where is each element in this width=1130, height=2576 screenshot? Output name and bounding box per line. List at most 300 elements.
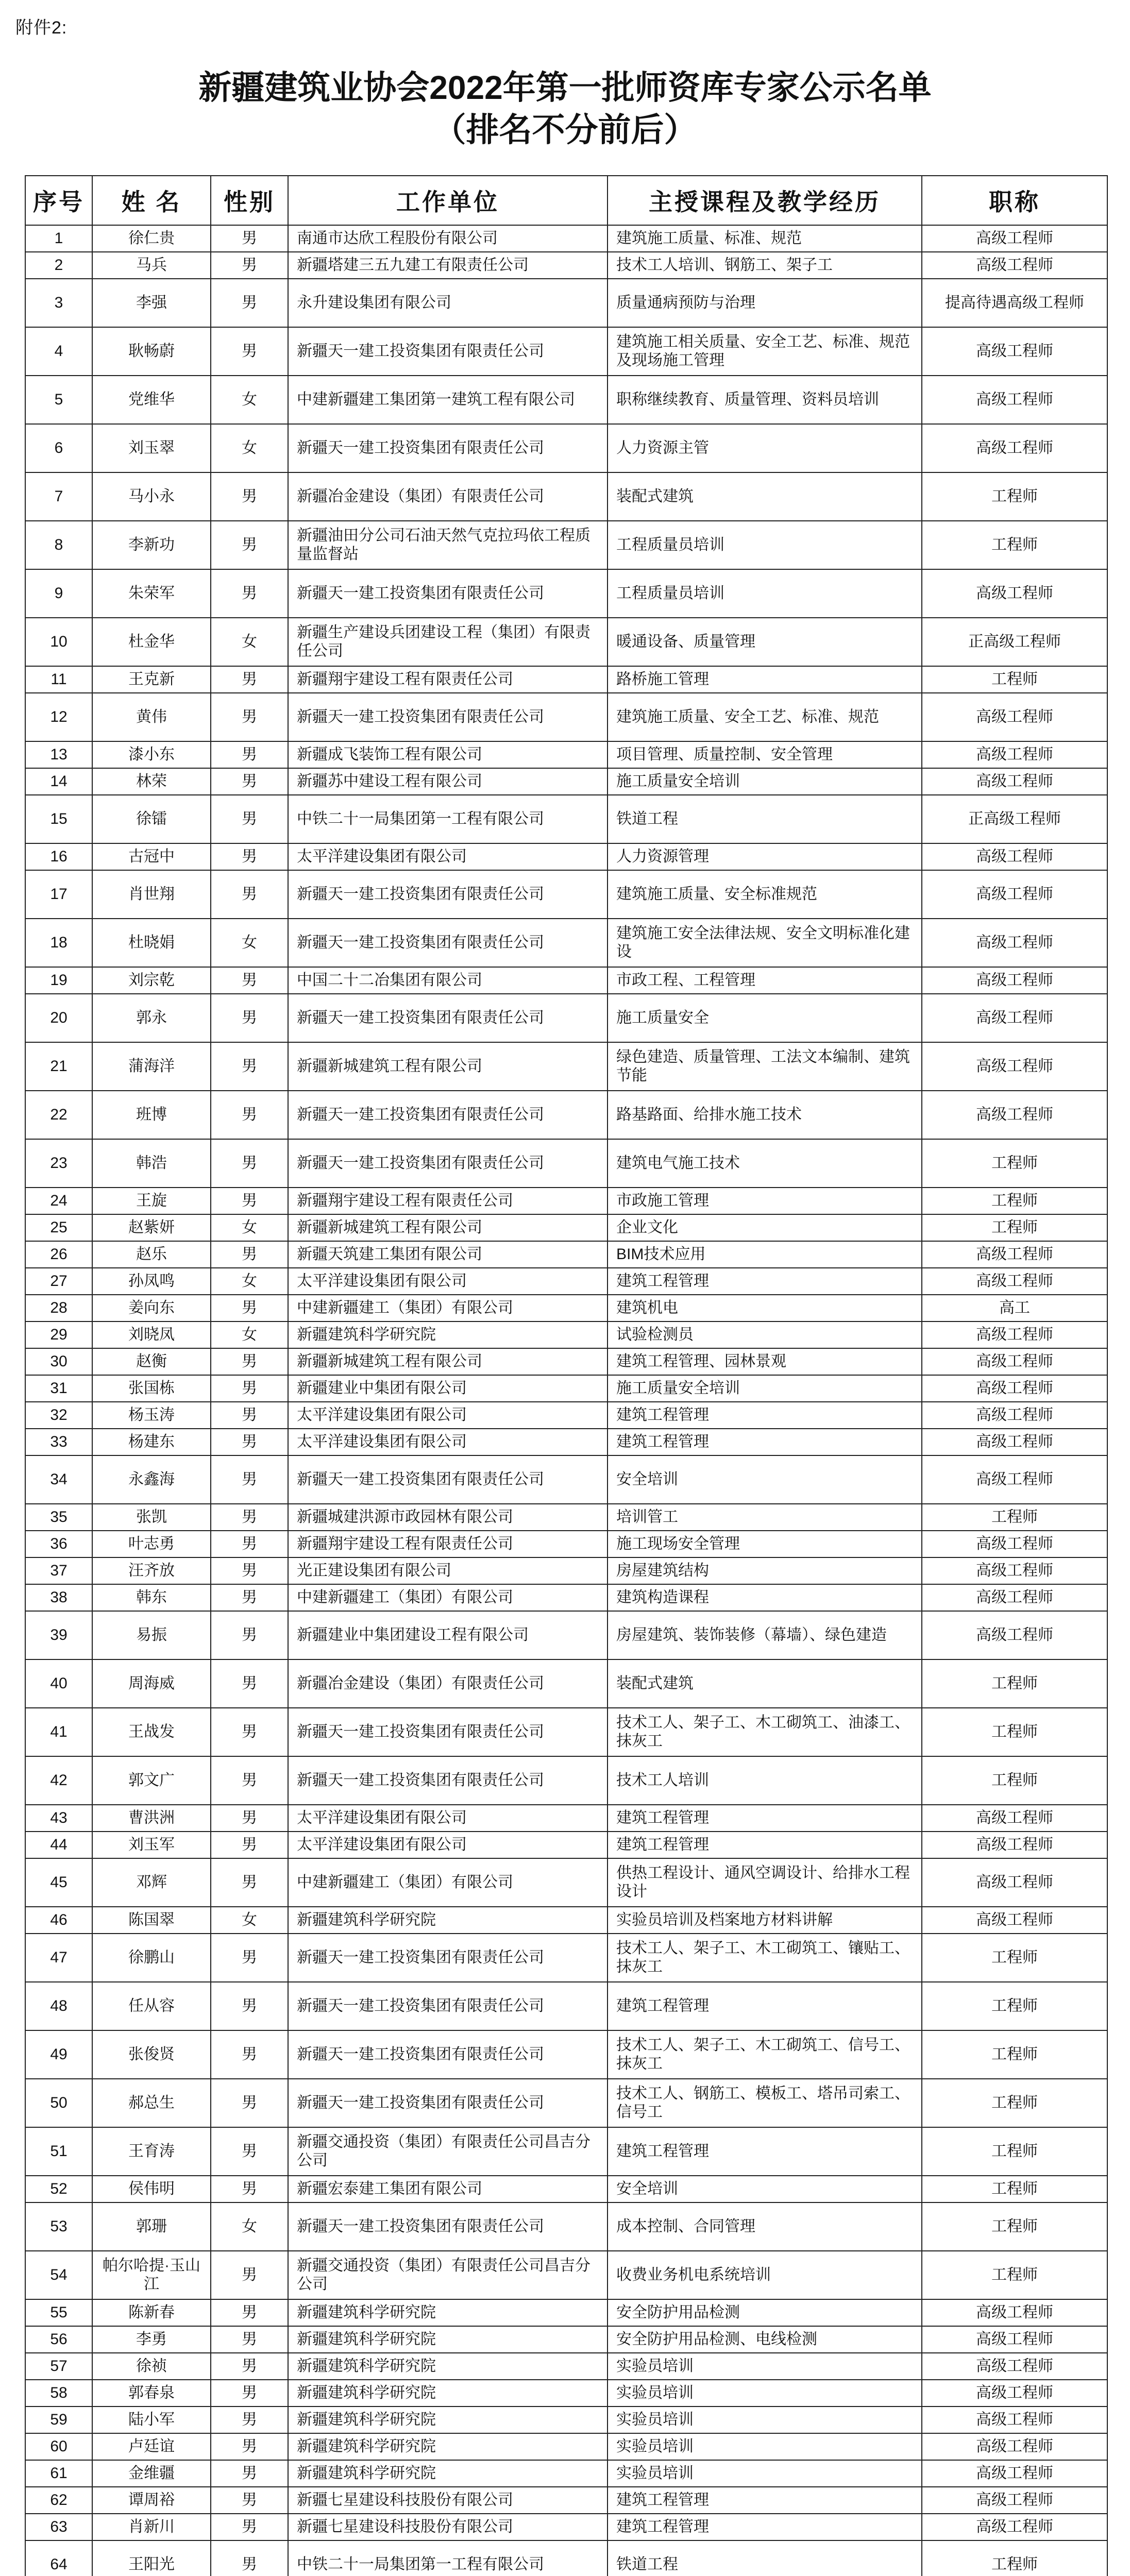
cell-seq: 9: [25, 569, 92, 618]
cell-gender: 男: [211, 2127, 288, 2176]
cell-title: 高级工程师: [922, 252, 1107, 279]
cell-work-unit: 中国二十二冶集团有限公司: [288, 967, 608, 994]
cell-seq: 32: [25, 1402, 92, 1429]
cell-name: 黄伟: [92, 693, 211, 741]
cell-courses: 路基路面、给排水施工技术: [608, 1091, 922, 1139]
cell-work-unit: 新疆建筑科学研究院: [288, 2460, 608, 2487]
cell-work-unit: 新疆塔建三五九建工有限责任公司: [288, 252, 608, 279]
cell-title: 高级工程师: [922, 2299, 1107, 2326]
table-row: [25, 521, 1107, 569]
cell-gender: 男: [211, 1805, 288, 1832]
cell-name: 杜晓娟: [92, 919, 211, 967]
table-row: [25, 2406, 1107, 2433]
table-row: [25, 1934, 1107, 1982]
cell-gender: 男: [211, 1584, 288, 1611]
cell-courses: 工程质量员培训: [608, 569, 922, 618]
cell-seq: 62: [25, 2487, 92, 2514]
cell-gender: 男: [211, 1091, 288, 1139]
table-row: [25, 618, 1107, 666]
cell-courses: 技术工人培训、钢筋工、架子工: [608, 252, 922, 279]
cell-gender: 男: [211, 521, 288, 569]
cell-courses: 培训管工: [608, 1504, 922, 1531]
cell-work-unit: 新疆新城建筑工程有限公司: [288, 1348, 608, 1375]
cell-courses: 施工质量安全培训: [608, 768, 922, 795]
cell-work-unit: 新疆冶金建设（集团）有限责任公司: [288, 1659, 608, 1708]
cell-courses: 技术工人培训: [608, 1756, 922, 1805]
cell-courses: 实验员培训: [608, 2460, 922, 2487]
cell-name: 古冠中: [92, 843, 211, 870]
cell-name: 陈新春: [92, 2299, 211, 2326]
cell-title: 工程师: [922, 1708, 1107, 1756]
cell-name: 曹洪洲: [92, 1805, 211, 1832]
cell-seq: 58: [25, 2380, 92, 2406]
cell-seq: 64: [25, 2540, 92, 2576]
cell-name: 耿畅蔚: [92, 327, 211, 376]
cell-gender: 女: [211, 424, 288, 472]
cell-work-unit: 新疆宏泰建工集团有限公司: [288, 2176, 608, 2202]
table-body: [25, 225, 1107, 2576]
cell-courses: 安全防护用品检测、电线检测: [608, 2326, 922, 2353]
cell-name: 张国栋: [92, 1375, 211, 1402]
cell-gender: 男: [211, 967, 288, 994]
cell-name: 永鑫海: [92, 1455, 211, 1504]
table-row: [25, 1091, 1107, 1139]
table-row: [25, 1042, 1107, 1091]
cell-work-unit: 新疆天一建工投资集团有限责任公司: [288, 424, 608, 472]
cell-title: 高级工程师: [922, 569, 1107, 618]
cell-seq: 44: [25, 1832, 92, 1858]
cell-gender: 男: [211, 1832, 288, 1858]
cell-work-unit: 新疆天一建工投资集团有限责任公司: [288, 327, 608, 376]
cell-name: 漆小东: [92, 741, 211, 768]
cell-work-unit: 新疆翔宇建设工程有限责任公司: [288, 1188, 608, 1214]
cell-title: 工程师: [922, 1659, 1107, 1708]
cell-courses: 试验检测员: [608, 1321, 922, 1348]
cell-name: 张凯: [92, 1504, 211, 1531]
cell-title: 高级工程师: [922, 768, 1107, 795]
table-row: [25, 1348, 1107, 1375]
cell-gender: 男: [211, 472, 288, 521]
cell-seq: 13: [25, 741, 92, 768]
cell-gender: 男: [211, 666, 288, 693]
cell-seq: 43: [25, 1805, 92, 1832]
cell-name: 王战发: [92, 1708, 211, 1756]
table-row: [25, 693, 1107, 741]
cell-gender: 女: [211, 1907, 288, 1934]
table-row: [25, 2030, 1107, 2079]
cell-seq: 50: [25, 2079, 92, 2127]
cell-work-unit: 新疆翔宇建设工程有限责任公司: [288, 1531, 608, 1557]
table-row: [25, 1982, 1107, 2030]
cell-name: 马小永: [92, 472, 211, 521]
cell-courses: 房屋建筑结构: [608, 1557, 922, 1584]
cell-gender: 男: [211, 327, 288, 376]
cell-courses: 市政工程、工程管理: [608, 967, 922, 994]
cell-seq: 19: [25, 967, 92, 994]
cell-title: 工程师: [922, 1188, 1107, 1214]
table-row: [25, 1321, 1107, 1348]
table-row: [25, 424, 1107, 472]
cell-work-unit: 新疆天一建工投资集团有限责任公司: [288, 569, 608, 618]
cell-title: 提高待遇高级工程师: [922, 279, 1107, 327]
cell-title: 工程师: [922, 2540, 1107, 2576]
table-row: [25, 1375, 1107, 1402]
cell-title: 工程师: [922, 1934, 1107, 1982]
cell-seq: 54: [25, 2251, 92, 2299]
table-row: [25, 2540, 1107, 2576]
cell-title: 高级工程师: [922, 994, 1107, 1042]
cell-seq: 60: [25, 2433, 92, 2460]
cell-title: 高级工程师: [922, 327, 1107, 376]
table-row: [25, 919, 1107, 967]
table-row: [25, 1907, 1107, 1934]
cell-gender: 男: [211, 1659, 288, 1708]
table-row: [25, 666, 1107, 693]
cell-name: 王旋: [92, 1188, 211, 1214]
cell-work-unit: 新疆天一建工投资集团有限责任公司: [288, 693, 608, 741]
cell-title: 工程师: [922, 1756, 1107, 1805]
cell-seq: 38: [25, 1584, 92, 1611]
cell-name: 杨建东: [92, 1429, 211, 1455]
cell-name: 郝总生: [92, 2079, 211, 2127]
cell-work-unit: 新疆城建洪源市政园林有限公司: [288, 1504, 608, 1531]
cell-name: 易振: [92, 1611, 211, 1659]
table-row: [25, 1832, 1107, 1858]
table-row: [25, 279, 1107, 327]
cell-seq: 22: [25, 1091, 92, 1139]
cell-gender: 男: [211, 1188, 288, 1214]
table-row: [25, 843, 1107, 870]
cell-work-unit: 新疆天一建工投资集团有限责任公司: [288, 2079, 608, 2127]
cell-name: 杨玉涛: [92, 1402, 211, 1429]
cell-courses: 建筑工程管理: [608, 1268, 922, 1295]
cell-gender: 男: [211, 225, 288, 252]
cell-gender: 男: [211, 741, 288, 768]
cell-seq: 29: [25, 1321, 92, 1348]
table-row: [25, 2299, 1107, 2326]
cell-title: 高级工程师: [922, 1611, 1107, 1659]
cell-courses: 建筑工程管理: [608, 1805, 922, 1832]
cell-gender: 男: [211, 768, 288, 795]
cell-name: 韩浩: [92, 1139, 211, 1188]
cell-seq: 53: [25, 2202, 92, 2251]
table-row: [25, 1756, 1107, 1805]
expert-list-table: [25, 175, 1108, 2576]
cell-gender: 男: [211, 795, 288, 843]
cell-gender: 女: [211, 1214, 288, 1241]
cell-courses: 实验员培训及档案地方材料讲解: [608, 1907, 922, 1934]
cell-courses: 人力资源管理: [608, 843, 922, 870]
cell-gender: 女: [211, 1268, 288, 1295]
cell-title: 高级工程师: [922, 843, 1107, 870]
cell-seq: 35: [25, 1504, 92, 1531]
table-row: [25, 741, 1107, 768]
cell-name: 徐仁贵: [92, 225, 211, 252]
cell-gender: 男: [211, 279, 288, 327]
cell-name: 郭春泉: [92, 2380, 211, 2406]
cell-name: 马兵: [92, 252, 211, 279]
cell-seq: 24: [25, 1188, 92, 1214]
cell-work-unit: 新疆建筑科学研究院: [288, 2380, 608, 2406]
cell-work-unit: 太平洋建设集团有限公司: [288, 1805, 608, 1832]
cell-seq: 25: [25, 1214, 92, 1241]
cell-work-unit: 新疆建筑科学研究院: [288, 1907, 608, 1934]
cell-gender: 男: [211, 1139, 288, 1188]
cell-work-unit: 新疆建筑科学研究院: [288, 2326, 608, 2353]
cell-seq: 14: [25, 768, 92, 795]
cell-work-unit: 新疆交通投资（集团）有限责任公司昌吉分公司: [288, 2251, 608, 2299]
cell-courses: BIM技术应用: [608, 1241, 922, 1268]
cell-gender: 男: [211, 693, 288, 741]
cell-courses: 铁道工程: [608, 2540, 922, 2576]
cell-title: 工程师: [922, 2127, 1107, 2176]
table-row: [25, 1402, 1107, 1429]
cell-courses: 市政施工管理: [608, 1188, 922, 1214]
cell-gender: 男: [211, 1504, 288, 1531]
cell-title: 工程师: [922, 666, 1107, 693]
cell-name: 韩东: [92, 1584, 211, 1611]
cell-name: 朱荣军: [92, 569, 211, 618]
cell-name: 林荣: [92, 768, 211, 795]
cell-title: 高级工程师: [922, 1042, 1107, 1091]
cell-seq: 6: [25, 424, 92, 472]
cell-gender: 男: [211, 1429, 288, 1455]
cell-name: 班博: [92, 1091, 211, 1139]
cell-gender: 男: [211, 1531, 288, 1557]
cell-courses: 安全培训: [608, 1455, 922, 1504]
cell-name: 郭永: [92, 994, 211, 1042]
table-row: [25, 2326, 1107, 2353]
cell-seq: 30: [25, 1348, 92, 1375]
cell-title: 高级工程师: [922, 1402, 1107, 1429]
table-row: [25, 1611, 1107, 1659]
cell-work-unit: 新疆天一建工投资集团有限责任公司: [288, 1139, 608, 1188]
cell-courses: 技术工人、架子工、木工砌筑工、镶贴工、抹灰工: [608, 1934, 922, 1982]
cell-work-unit: 新疆天一建工投资集团有限责任公司: [288, 1982, 608, 2030]
cell-gender: 男: [211, 1858, 288, 1907]
cell-seq: 41: [25, 1708, 92, 1756]
cell-seq: 4: [25, 327, 92, 376]
table-row: [25, 795, 1107, 843]
cell-courses: 建筑工程管理: [608, 1429, 922, 1455]
header-title: 职称: [922, 176, 1107, 225]
cell-title: 高级工程师: [922, 1832, 1107, 1858]
cell-title: 高级工程师: [922, 2406, 1107, 2433]
table-row: [25, 2353, 1107, 2380]
cell-gender: 男: [211, 1241, 288, 1268]
table-row: [25, 1188, 1107, 1214]
cell-work-unit: 新疆苏中建设工程有限公司: [288, 768, 608, 795]
cell-gender: 男: [211, 2380, 288, 2406]
table-row: [25, 1531, 1107, 1557]
cell-courses: 建筑施工安全法律法规、安全文明标准化建设: [608, 919, 922, 967]
cell-gender: 男: [211, 2353, 288, 2380]
cell-work-unit: 新疆天一建工投资集团有限责任公司: [288, 919, 608, 967]
cell-gender: 男: [211, 1375, 288, 1402]
cell-seq: 40: [25, 1659, 92, 1708]
cell-seq: 57: [25, 2353, 92, 2380]
cell-title: 高级工程师: [922, 967, 1107, 994]
cell-seq: 28: [25, 1295, 92, 1321]
cell-work-unit: 新疆冶金建设（集团）有限责任公司: [288, 472, 608, 521]
cell-seq: 48: [25, 1982, 92, 2030]
cell-name: 卢廷谊: [92, 2433, 211, 2460]
cell-title: 正高级工程师: [922, 618, 1107, 666]
cell-courses: 装配式建筑: [608, 1659, 922, 1708]
cell-gender: 男: [211, 843, 288, 870]
cell-courses: 建筑施工质量、安全工艺、标准、规范: [608, 693, 922, 741]
table-row: [25, 252, 1107, 279]
cell-name: 徐镭: [92, 795, 211, 843]
cell-gender: 男: [211, 1348, 288, 1375]
cell-courses: 建筑构造课程: [608, 1584, 922, 1611]
cell-courses: 企业文化: [608, 1214, 922, 1241]
cell-seq: 1: [25, 225, 92, 252]
cell-courses: 供热工程设计、通风空调设计、给排水工程设计: [608, 1858, 922, 1907]
table-row: [25, 1708, 1107, 1756]
cell-title: 高级工程师: [922, 1348, 1107, 1375]
cell-seq: 45: [25, 1858, 92, 1907]
cell-courses: 实验员培训: [608, 2353, 922, 2380]
cell-title: 高级工程师: [922, 2514, 1107, 2540]
cell-name: 李勇: [92, 2326, 211, 2353]
cell-courses: 暖通设备、质量管理: [608, 618, 922, 666]
cell-title: 工程师: [922, 1504, 1107, 1531]
table-row: [25, 225, 1107, 252]
header-gender: 性别: [211, 176, 288, 225]
cell-title: 高级工程师: [922, 2326, 1107, 2353]
cell-name: 刘晓凤: [92, 1321, 211, 1348]
cell-courses: 建筑电气施工技术: [608, 1139, 922, 1188]
cell-gender: 男: [211, 569, 288, 618]
cell-courses: 安全培训: [608, 2176, 922, 2202]
cell-seq: 36: [25, 1531, 92, 1557]
cell-courses: 房屋建筑、装饰装修（幕墙）、绿色建造: [608, 1611, 922, 1659]
cell-gender: 男: [211, 1756, 288, 1805]
cell-courses: 技术工人、钢筋工、模板工、塔吊司索工、信号工: [608, 2079, 922, 2127]
cell-seq: 7: [25, 472, 92, 521]
cell-work-unit: 新疆新城建筑工程有限公司: [288, 1042, 608, 1091]
cell-title: 高级工程师: [922, 870, 1107, 919]
cell-courses: 建筑机电: [608, 1295, 922, 1321]
cell-name: 王克新: [92, 666, 211, 693]
table-row: [25, 1504, 1107, 1531]
cell-title: 高级工程师: [922, 424, 1107, 472]
cell-seq: 42: [25, 1756, 92, 1805]
cell-courses: 绿色建造、质量管理、工法文本编制、建筑节能: [608, 1042, 922, 1091]
cell-name: 王阳光: [92, 2540, 211, 2576]
table-row: [25, 1584, 1107, 1611]
cell-work-unit: 新疆天一建工投资集团有限责任公司: [288, 870, 608, 919]
cell-seq: 18: [25, 919, 92, 967]
cell-courses: 建筑施工质量、安全标准规范: [608, 870, 922, 919]
cell-name: 王育涛: [92, 2127, 211, 2176]
cell-gender: 男: [211, 2406, 288, 2433]
cell-gender: 男: [211, 2514, 288, 2540]
table-row: [25, 2251, 1107, 2299]
cell-work-unit: 太平洋建设集团有限公司: [288, 1402, 608, 1429]
cell-courses: 技术工人、架子工、木工砌筑工、油漆工、抹灰工: [608, 1708, 922, 1756]
table-row: [25, 2487, 1107, 2514]
table-row: [25, 870, 1107, 919]
cell-gender: 女: [211, 1321, 288, 1348]
cell-work-unit: 新疆天一建工投资集团有限责任公司: [288, 2202, 608, 2251]
cell-courses: 建筑施工质量、标准、规范: [608, 225, 922, 252]
cell-title: 工程师: [922, 1982, 1107, 2030]
cell-gender: 男: [211, 2433, 288, 2460]
cell-title: 高级工程师: [922, 1091, 1107, 1139]
cell-name: 赵乐: [92, 1241, 211, 1268]
cell-title: 高级工程师: [922, 1321, 1107, 1348]
cell-courses: 建筑工程管理: [608, 1832, 922, 1858]
cell-title: 高级工程师: [922, 2487, 1107, 2514]
cell-title: 高级工程师: [922, 2460, 1107, 2487]
cell-work-unit: 永升建设集团有限公司: [288, 279, 608, 327]
document-subtitle: （排名不分前后）: [433, 111, 697, 148]
table-row: [25, 1429, 1107, 1455]
cell-work-unit: 新疆交通投资（集团）有限责任公司昌吉分公司: [288, 2127, 608, 2176]
cell-name: 刘玉翠: [92, 424, 211, 472]
cell-title: 高级工程师: [922, 1557, 1107, 1584]
cell-name: 肖新川: [92, 2514, 211, 2540]
table-row: [25, 2127, 1107, 2176]
cell-name: 徐祯: [92, 2353, 211, 2380]
cell-courses: 项目管理、质量控制、安全管理: [608, 741, 922, 768]
cell-work-unit: 中铁二十一局集团第一工程有限公司: [288, 2540, 608, 2576]
cell-work-unit: 新疆新城建筑工程有限公司: [288, 1214, 608, 1241]
cell-courses: 铁道工程: [608, 795, 922, 843]
table-row: [25, 1268, 1107, 1295]
cell-work-unit: 中铁二十一局集团第一工程有限公司: [288, 795, 608, 843]
cell-name: 孙凤鸣: [92, 1268, 211, 1295]
cell-name: 党维华: [92, 376, 211, 424]
cell-seq: 55: [25, 2299, 92, 2326]
cell-courses: 实验员培训: [608, 2406, 922, 2433]
cell-work-unit: 中建新疆建工（集团）有限公司: [288, 1858, 608, 1907]
cell-gender: 男: [211, 1611, 288, 1659]
cell-seq: 21: [25, 1042, 92, 1091]
table-row: [25, 1295, 1107, 1321]
table-row: [25, 1557, 1107, 1584]
cell-seq: 33: [25, 1429, 92, 1455]
cell-gender: 男: [211, 1295, 288, 1321]
cell-name: 李新功: [92, 521, 211, 569]
table-row: [25, 2079, 1107, 2127]
cell-seq: 56: [25, 2326, 92, 2353]
cell-gender: 男: [211, 1982, 288, 2030]
cell-work-unit: 新疆油田分公司石油天然气克拉玛依工程质量监督站: [288, 521, 608, 569]
cell-title: 工程师: [922, 1214, 1107, 1241]
cell-title: 高级工程师: [922, 1268, 1107, 1295]
cell-seq: 8: [25, 521, 92, 569]
cell-work-unit: 新疆建筑科学研究院: [288, 2299, 608, 2326]
cell-courses: 技术工人、架子工、木工砌筑工、信号工、抹灰工: [608, 2030, 922, 2079]
cell-name: 郭珊: [92, 2202, 211, 2251]
cell-courses: 实验员培训: [608, 2380, 922, 2406]
cell-seq: 51: [25, 2127, 92, 2176]
cell-courses: 质量通病预防与治理: [608, 279, 922, 327]
cell-gender: 男: [211, 2326, 288, 2353]
cell-seq: 20: [25, 994, 92, 1042]
cell-work-unit: 新疆天一建工投资集团有限责任公司: [288, 1455, 608, 1504]
header-seq: 序号: [25, 176, 92, 225]
table-row: [25, 2380, 1107, 2406]
cell-seq: 15: [25, 795, 92, 843]
cell-gender: 男: [211, 2487, 288, 2514]
cell-gender: 女: [211, 919, 288, 967]
cell-name: 李强: [92, 279, 211, 327]
cell-seq: 17: [25, 870, 92, 919]
